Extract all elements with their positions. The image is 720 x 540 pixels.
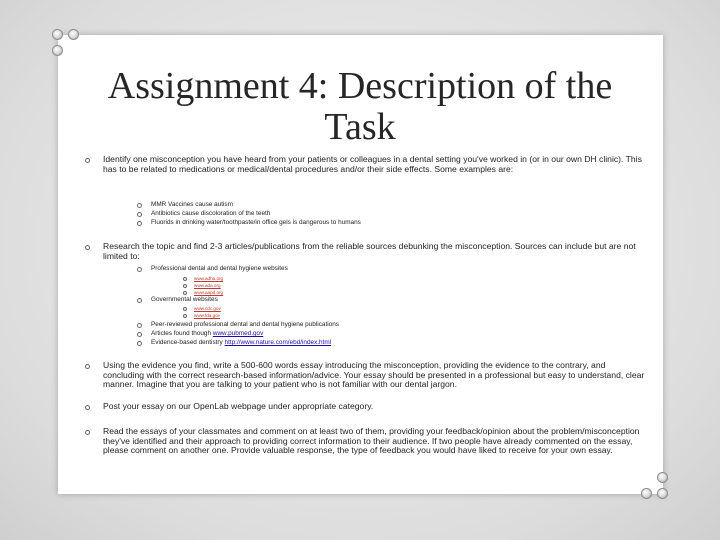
source-governmental: Governmental websites — [151, 296, 218, 303]
bullet-marker — [137, 221, 142, 226]
bullet-marker — [137, 341, 142, 346]
bullet-read-comment: Read the essays of your classmates and comment on at least two of them, providing your feedback/opinion about the problem/misconception they've identified and their approach to providing correct information to their audience. If two people have already commented on the essay, please comment on another one. Provide valuable response, the type of feedback you would have liked to receive for your own essay. — [103, 426, 640, 456]
bullet-marker — [137, 332, 142, 337]
frame-ring-ornament — [641, 488, 652, 499]
frame-ring-ornament — [52, 29, 63, 40]
bullet-marker — [183, 284, 187, 288]
example-antibiotics: Antibiotics cause discoloration of the teeth — [151, 210, 271, 217]
bullet-marker — [137, 323, 142, 328]
bullet-marker — [85, 158, 90, 163]
bullet-marker — [137, 298, 142, 303]
bullet-write-essay: Using the evidence you find, write a 500-600 words essay introducing the misconception, providing the evidence to the contrary, and concluding with the correct research-based information/advice. Your essay should be presented in a professional but easy to understand, clear manner. Imagine that you are talking to your patient who is not familiar with our dental jargon. — [103, 360, 645, 390]
frame-ring-ornament — [52, 45, 63, 56]
frame-ring-ornament — [657, 488, 668, 499]
bullet-marker — [137, 203, 142, 208]
bullet-marker — [183, 307, 187, 311]
bullet-marker — [183, 314, 187, 318]
link-cdc[interactable]: www.cdc.gov — [194, 306, 221, 311]
bullet-marker — [85, 430, 90, 435]
bullet-identify-misconception: Identify one misconception you have heard from your patients or colleagues in a dental setting you've worked in (or in our own DH clinic). This has to be related to medications or medical/dental procedures and/or their side effects. Some examples are: — [103, 154, 642, 174]
bullet-marker — [137, 212, 142, 217]
source-pubmed: Articles found though www.pubmed.gov — [151, 330, 264, 337]
bullet-research-topic: Research the topic and find 2-3 articles/publications from the reliable sources debunking the misconception. Sources can include but are not limited to: — [103, 241, 636, 261]
source-evidence-based: Evidence-based dentistry http://www.nature.com/ebd/index.html — [151, 339, 332, 346]
frame-ring-ornament — [657, 472, 668, 483]
source-peer-reviewed: Peer-reviewed professional dental and dental hygiene publications — [151, 321, 339, 328]
bullet-post-essay: Post your essay on our OpenLab webpage under appropriate category. — [103, 401, 374, 411]
link-nature-ebd[interactable]: http://www.nature.com/ebd/index.html — [224, 339, 332, 346]
bullet-marker — [85, 405, 90, 410]
source-professional: Professional dental and dental hygiene websites — [151, 265, 288, 272]
link-adha[interactable]: www.adha.org — [194, 276, 224, 281]
bullet-marker — [85, 364, 90, 369]
link-aapd[interactable]: www.aapd.org — [194, 290, 224, 295]
bullet-marker — [137, 267, 142, 272]
bullet-marker — [85, 245, 90, 250]
link-ada[interactable]: www.ada.org — [194, 283, 221, 288]
frame-ring-ornament — [68, 29, 79, 40]
link-pubmed[interactable]: www.pubmed.gov — [212, 330, 264, 337]
link-fda[interactable]: www.fda.gov — [194, 313, 221, 318]
slide-title: Assignment 4: Description of the Task — [107, 65, 613, 148]
example-fluorids: Fluorids in drinking water/toothpaste/in office gels is dangerous to humans — [151, 219, 361, 226]
example-mmr: MMR Vaccines cause autism — [151, 201, 233, 208]
bullet-marker — [183, 277, 187, 281]
bullet-marker — [183, 291, 187, 295]
